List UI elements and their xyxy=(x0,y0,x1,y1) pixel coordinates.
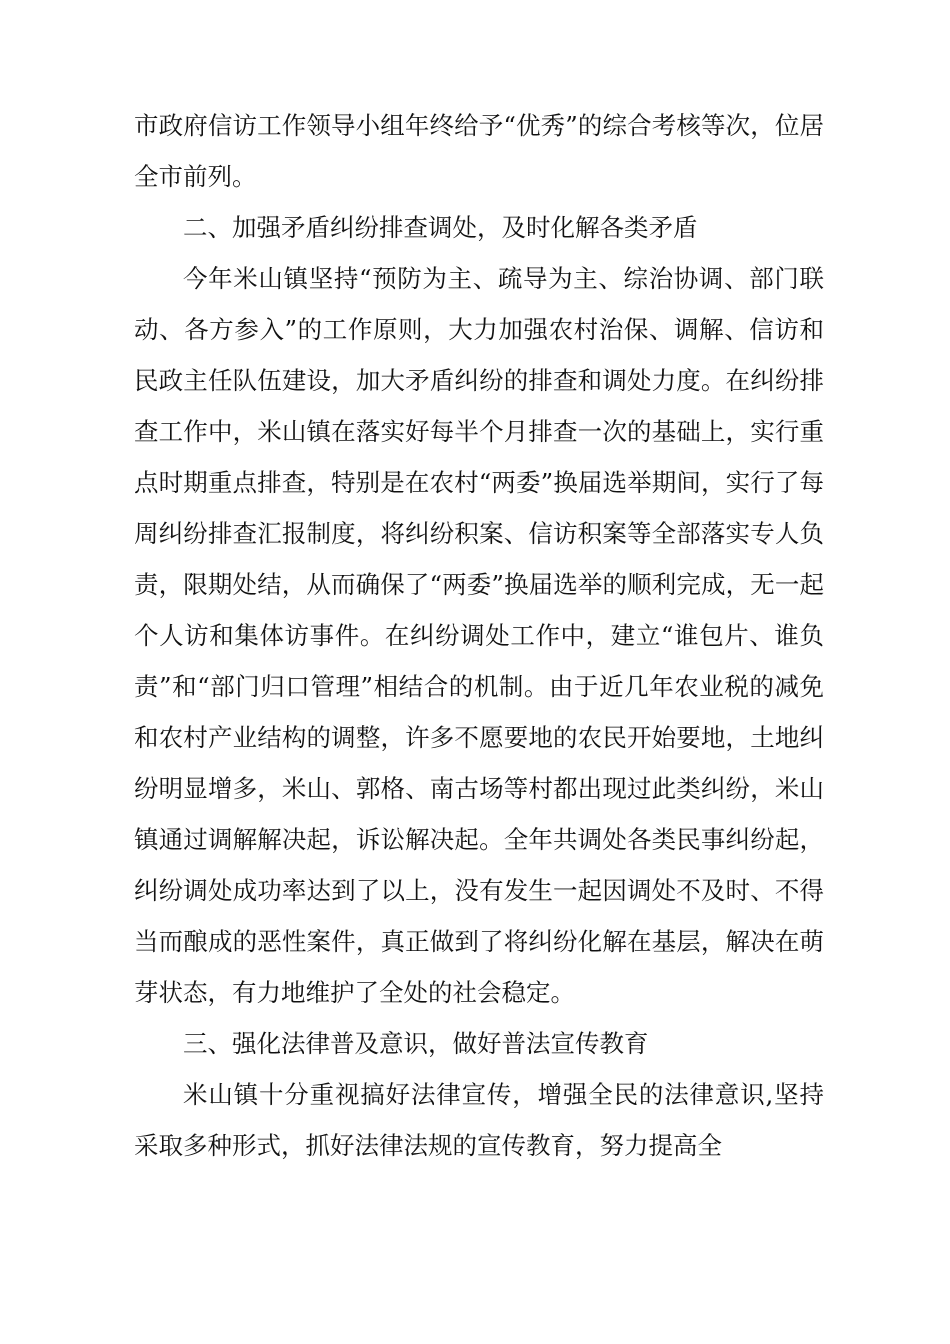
paragraph-continuation: 市政府信访工作领导小组年终给予“优秀”的综合考核等次，位居全市前列。 xyxy=(134,111,824,191)
paragraph-dispute-mediation: 今年米山镇坚持“预防为主、疏导为主、综治协调、部门联动、各方参入”的工作原则，大力加强农村治保、调解、信访和民政主任队伍建设，加大矛盾纠纷的排查和调处力度。在纠纷排查工作中，米山镇在落实好每半个月排查一次的基础上，实行重点时期重点排查，特别是在农村“两委”换届选举期间，实行了每周纠纷排查汇报制度，将纠纷积案、信访积案等全部落实专人负责，限期处结，从而确保了“两委”换届选举的顺利完成，无一起个人访和集体访事件。在纠纷调处工作中，建立“谁包片、谁负责”和“部门归口管理”相结合的机制。由于近几年农业税的减免和农村产业结构的调整，许多不愿要地的农民开始要地，土地纠纷明显增多，米山、郭格、南古场等村都出现过此类纠纷，米山镇通过调解解决起，诉讼解决起。全年共调处各类民事纠纷起，纠纷调处成功率达到了以上，没有发生一起因调处不及时、不得当而酿成的恶性案件，真正做到了将纠纷化解在基层，解决在萌芽状态，有力地维护了全处的社会稳定。 xyxy=(134,264,824,1007)
paragraph-legal-education: 米山镇十分重视搞好法律宣传，增强全民的法律意识,坚持采取多种形式，抓好法律法规的宣传教育，努力提高全 xyxy=(134,1080,824,1160)
section-heading-3: 三、强化法律普及意识，做好普法宣传教育 xyxy=(183,1029,649,1058)
section-heading-2: 二、加强矛盾纠纷排查调处，及时化解各类矛盾 xyxy=(183,213,698,242)
document-body xyxy=(134,100,824,1171)
